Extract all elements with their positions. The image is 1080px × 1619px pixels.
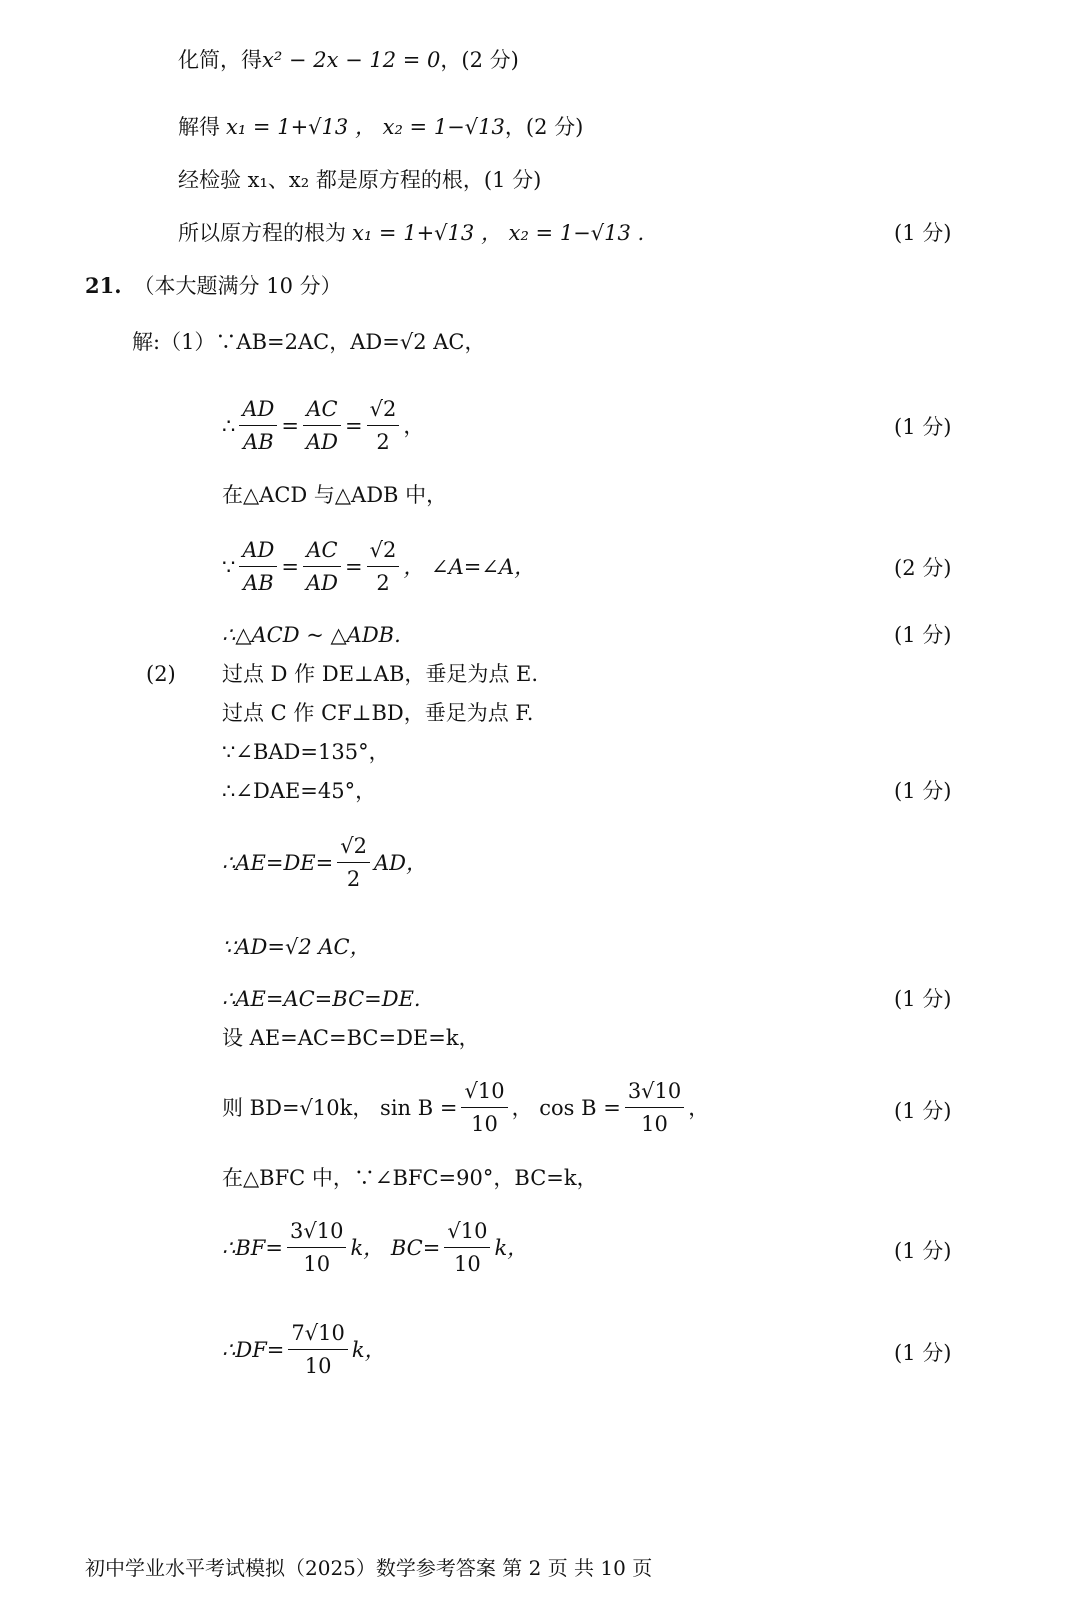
fraction-3root10-10 — [287, 1218, 346, 1277]
verification-text: 经检验 x₁、x₂ 都是原方程的根，(1 分) — [178, 168, 542, 192]
fraction-ac-ad — [303, 396, 341, 455]
line-suffix: ， — [688, 1095, 710, 1120]
line-prefix: ∴AE=DE= — [222, 850, 334, 875]
denominator: AD — [306, 430, 339, 454]
line-suffix: ，(2 分) — [440, 48, 519, 72]
line-suffix: AD， — [373, 850, 427, 875]
similarity-condition-line: ∵ $\frac{AD}{AB}$ = $\frac{AC}{AD}$ = $\frac{√2}{2}$ ， ∠A=∠A， — [222, 538, 536, 595]
line-suffix: k， — [351, 1337, 386, 1362]
line-prefix: 则 BD=√10k， sin B = — [222, 1095, 458, 1120]
numerator: √2 — [337, 833, 370, 863]
fraction-7root10-10 — [288, 1320, 347, 1379]
denominator: 10 — [304, 1354, 332, 1378]
angle-text: ∵∠BAD=135°， — [222, 740, 390, 764]
fraction-root2-2 — [367, 396, 400, 455]
construct-text: 过点 D 作 DE⊥AB，垂足为点 E. — [222, 662, 539, 686]
line-suffix: k， — [494, 1235, 529, 1260]
ad-relation-line — [222, 932, 371, 962]
triangle-text: 在△BFC 中，∵∠BFC=90°，BC=k， — [222, 1166, 598, 1190]
similar-text: ∴△ACD ~ △ADB. — [222, 623, 401, 647]
fraction-ac-ad — [303, 537, 341, 596]
numerator: √2 — [367, 396, 400, 426]
line-suffix: ，(2 分) — [504, 115, 584, 139]
question-title: （本大题满分 10 分） — [133, 274, 342, 298]
numerator: √10 — [461, 1078, 507, 1108]
score-mark: (1 分) — [894, 1341, 952, 1365]
angle-text: ∴∠DAE=45°， — [222, 779, 377, 803]
numerator: √2 — [367, 537, 400, 567]
score-mark: (1 分) — [894, 623, 952, 647]
similar-conclusion-line — [222, 620, 401, 650]
denominator: 10 — [641, 1112, 668, 1136]
set-k-line — [222, 1023, 480, 1053]
angle-bad-line — [222, 737, 390, 767]
triangles-text: 在△ACD 与△ADB 中， — [222, 483, 448, 507]
denominator: AB — [243, 430, 274, 454]
denominator: 10 — [471, 1112, 498, 1136]
angle-dae-line — [222, 776, 376, 806]
ratio-equation-line: ∴ $\frac{AD}{AB}$ = $\frac{AC}{AD}$ = $\frac{√2}{2}$ ， — [222, 397, 425, 454]
numerator: 3√10 — [625, 1078, 684, 1108]
denominator: 10 — [454, 1252, 481, 1276]
part2-construct-de-line — [146, 659, 538, 689]
numerator: AC — [303, 396, 340, 426]
construct-cf-line — [222, 698, 533, 728]
df-line — [222, 1320, 386, 1379]
fraction-root2-2 — [337, 833, 370, 892]
score-mark: (1 分) — [894, 415, 952, 439]
denominator: AB — [243, 571, 274, 595]
bf-bc-line — [222, 1218, 528, 1277]
denominator: 2 — [376, 430, 390, 454]
therefore-symbol: ∴ — [222, 413, 236, 438]
line-prefix: 所以原方程的根为 — [178, 221, 346, 245]
equal-segments-line — [222, 984, 421, 1014]
numerator: 3√10 — [287, 1218, 346, 1248]
given-text: 解:（1）∵AB=2AC，AD=√2 AC， — [132, 330, 486, 354]
trig-line — [222, 1078, 709, 1137]
solutions-expr: x₁ = 1+√13 ， x₂ = 1−√13 — [226, 115, 505, 139]
equation-expr: x² − 2x − 12 = 0 — [262, 48, 441, 72]
score-mark: (1 分) — [894, 987, 952, 1011]
line-prefix: ∴BF= — [222, 1235, 283, 1260]
relation-text: ∵AD=√2 AC， — [222, 935, 371, 959]
line-mid: ， cos B = — [511, 1095, 621, 1120]
line-prefix: 化简，得 — [178, 48, 262, 72]
equation-simplified-line — [178, 45, 519, 75]
because-symbol: ∵ — [222, 554, 236, 579]
score-mark: (1 分) — [894, 1239, 952, 1263]
numerator: AD — [239, 396, 277, 426]
triangle-bfc-line — [222, 1163, 598, 1193]
ae-de-line — [222, 833, 427, 892]
part-label: (2) — [146, 662, 176, 686]
score-mark: (2 分) — [894, 556, 952, 580]
denominator: 10 — [303, 1252, 331, 1276]
numerator: AC — [303, 537, 340, 567]
question-number: 21. — [85, 273, 122, 298]
construct-text: 过点 C 作 CF⊥BD，垂足为点 F. — [222, 701, 534, 725]
score-mark: (1 分) — [894, 779, 952, 803]
denominator: AD — [306, 571, 339, 595]
angle-condition: ， ∠A=∠A， — [403, 554, 536, 579]
fraction-root2-2 — [367, 537, 400, 596]
fraction-3root10-10 — [625, 1078, 684, 1137]
line-mid: k， BC= — [350, 1235, 441, 1260]
numerator: 7√10 — [288, 1320, 347, 1350]
line-prefix: ∴DF= — [222, 1337, 285, 1362]
denominator: 2 — [346, 867, 361, 891]
denominator: 2 — [376, 571, 390, 595]
roots-expr: x₁ = 1+√13 ， x₂ = 1−√13 . — [352, 221, 645, 245]
triangles-line — [222, 480, 447, 510]
fraction-root10-10 — [444, 1218, 490, 1277]
numerator: √10 — [444, 1218, 490, 1248]
roots-conclusion-line — [178, 218, 644, 248]
numerator: AD — [239, 537, 277, 567]
line-prefix: 解得 — [178, 115, 220, 139]
fraction-root10-10 — [461, 1078, 507, 1137]
fraction-ad-ab — [239, 537, 277, 596]
verification-line — [178, 165, 541, 195]
part1-given-line — [132, 327, 485, 357]
question-21-heading — [85, 271, 342, 301]
equal-text: ∴AE=AC=BC=DE. — [222, 987, 421, 1011]
score-mark: (1 分) — [894, 221, 952, 245]
solutions-line — [178, 112, 583, 142]
page-footer: 初中学业水平考试模拟（2025）数学参考答案 第 2 页 共 10 页 — [85, 1556, 653, 1580]
fraction-ad-ab — [239, 396, 277, 455]
set-text: 设 AE=AC=BC=DE=k， — [222, 1026, 480, 1050]
score-mark: (1 分) — [894, 1099, 952, 1123]
